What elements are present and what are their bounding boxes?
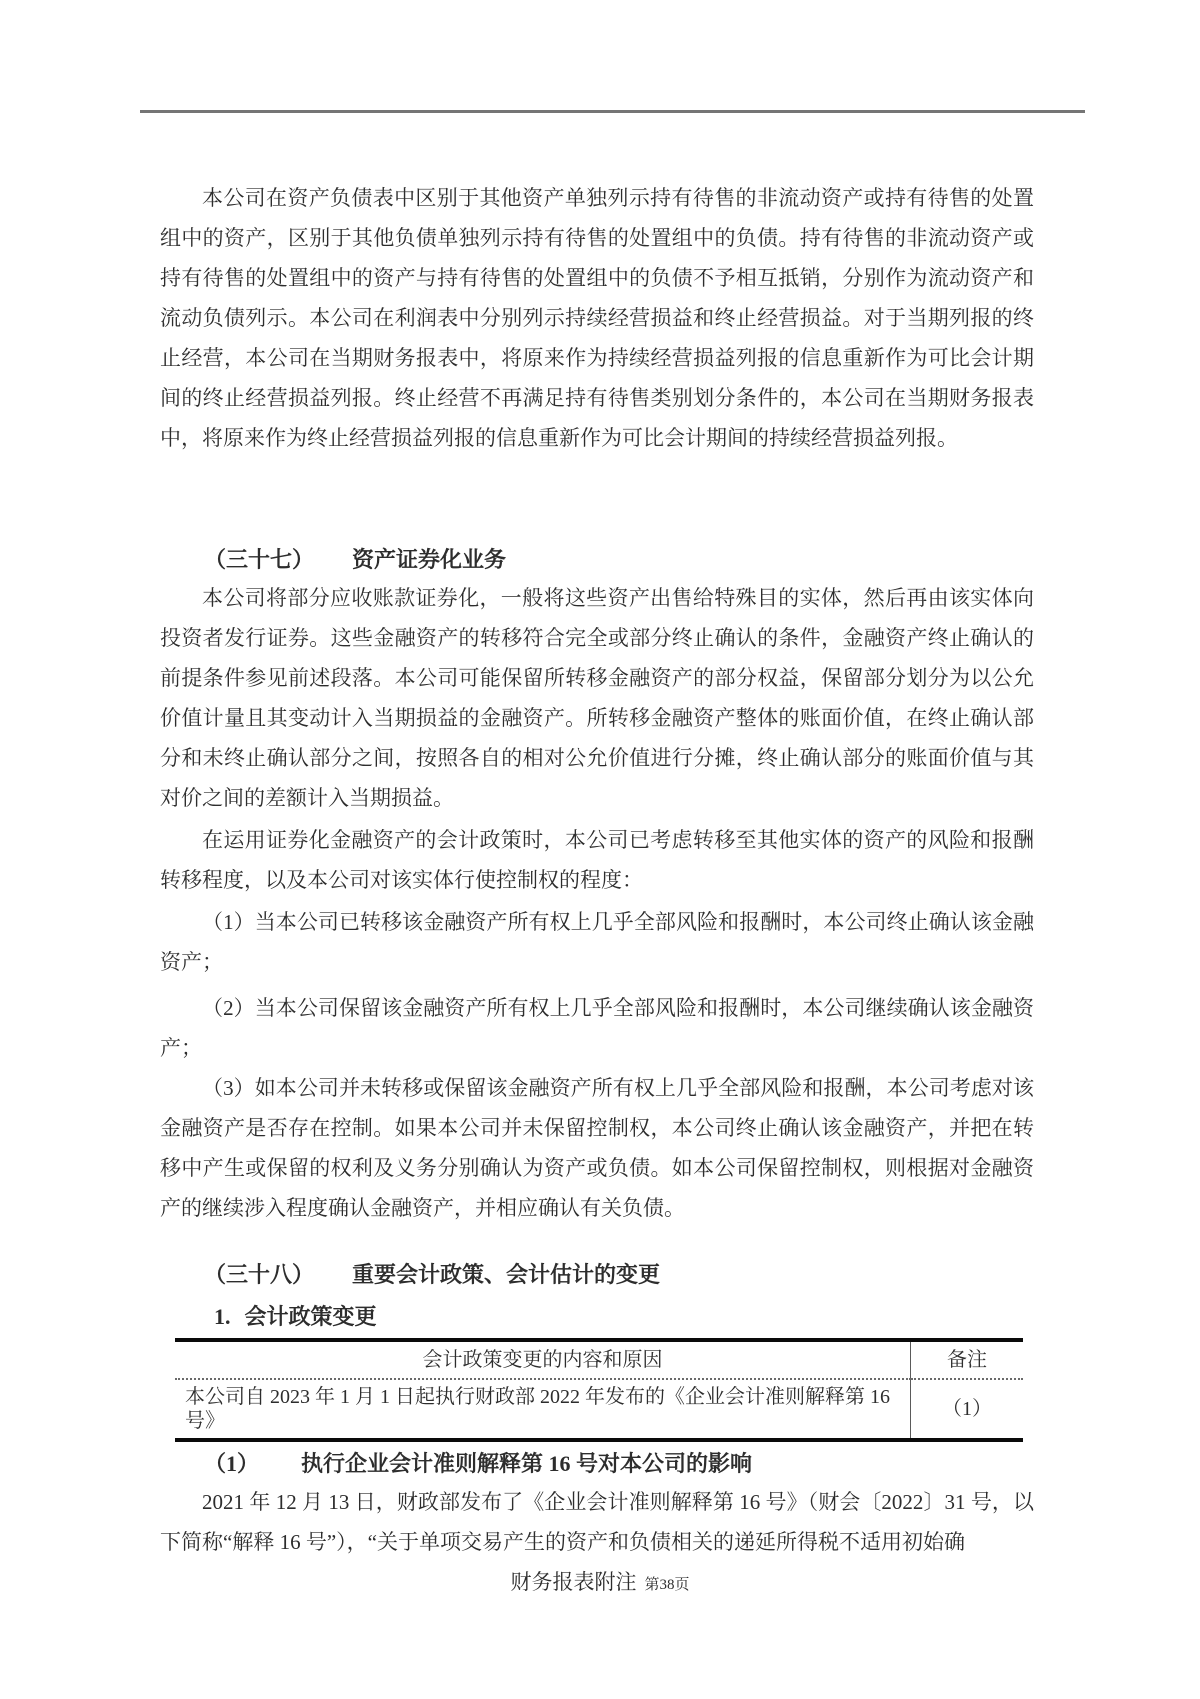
section-38-title: 重要会计政策、会计估计的变更 xyxy=(352,1262,661,1287)
section-37-title: 资产证券化业务 xyxy=(352,547,507,572)
section-37-item-1: （1）当本公司已转移该金融资产所有权上几乎全部风险和报酬时，本公司终止确认该金融资产； xyxy=(160,910,1034,974)
note-1-paragraph: 2021 年 12 月 13 日，财政部发布了《企业会计准则解释第 16 号》（财会〔2022〕31 号，以下简称“解释 16 号”），“关于单项交易产生的资产和负债相关的递延所得税不适用初始确 xyxy=(160,1490,1034,1554)
subsection-1-title: 会计政策变更 xyxy=(244,1304,377,1329)
section-37-paragraph-1: 本公司将部分应收账款证券化，一般将这些资产出售给特殊目的实体，然后再由该实体向投资者发行证券。这些金融资产的转移符合完全或部分终止确认的条件，金融资产终止确认的前提条件参见前述段落。本公司可能保留所转移金融资产的部分权益，保留部分划分为以公允价值计量且其变动计入当期损益的金融资产。所转移金融资产整体的账面价值，在终止确认部分和未终止确认部分之间，按照各自的相对公允价值进行分摊，终止确认部分的账面价值与其对价之间的差额计入当期损益。 xyxy=(160,586,1034,810)
intro-paragraph: 本公司在资产负债表中区别于其他资产单独列示持有待售的非流动资产或持有待售的处置组中的资产，区别于其他负债单独列示持有待售的处置组中的负债。持有待售的非流动资产或持有待售的处置组中的资产与持有待售的处置组中的负债不予相互抵销，分别作为流动资产和流动负债列示。本公司在利润表中分别列示持续经营损益和终止经营损益。对于当期列报的终止经营，本公司在当期财务报表中，将原来作为持续经营损益列报的信息重新作为可比会计期间的终止经营损益列报。终止经营不再满足持有待售类别划分条件的，本公司在当期财务报表中，将原来作为终止经营损益列报的信息重新作为可比会计期间的持续经营损益列报。 xyxy=(160,186,1034,450)
footer-label: 财务报表附注 xyxy=(510,1570,637,1594)
table-header-note: 备注 xyxy=(911,1340,1024,1379)
section-38-heading xyxy=(160,1255,660,1295)
section-37-number: （三十七） xyxy=(204,547,315,572)
table-row xyxy=(175,1379,1023,1440)
table-cell-content: 本公司自 2023 年 1 月 1 日起执行财政部 2022 年发布的《企业会计准则解释第 16 号》 xyxy=(185,1386,890,1432)
section-38-number: （三十八） xyxy=(204,1262,315,1287)
section-37-item-3: （3）如本公司并未转移或保留该金融资产所有权上几乎全部风险和报酬，本公司考虑对该金融资产是否存在控制。如果本公司并未保留控制权，本公司终止确认该金融资产，并把在转移中产生或保留的权利及义务分别确认为资产或负债。如本公司保留控制权，则根据对金融资产的继续涉入程度确认金融资产，并相应确认有关负债。 xyxy=(160,1076,1034,1220)
section-37-item-2: （2）当本公司保留该金融资产所有权上几乎全部风险和报酬时，本公司继续确认该金融资产； xyxy=(160,996,1034,1060)
section-37-heading xyxy=(160,540,506,580)
policy-change-table xyxy=(175,1338,1023,1442)
table-cell-note: （1） xyxy=(911,1379,1024,1440)
note-1-heading xyxy=(160,1444,752,1484)
table-header-content: 会计政策变更的内容和原因 xyxy=(175,1340,911,1379)
note-1-number: （1） xyxy=(204,1451,260,1476)
section-37-paragraph-2: 在运用证券化金融资产的会计政策时，本公司已考虑转移至其他实体的资产的风险和报酬转移程度，以及本公司对该实体行使控制权的程度： xyxy=(160,828,1034,892)
table-header-row xyxy=(175,1340,1023,1379)
subsection-1-heading xyxy=(160,1297,377,1337)
page-footer xyxy=(0,1566,1200,1596)
subsection-1-number: 1. xyxy=(214,1304,231,1329)
header-rule xyxy=(140,110,1085,113)
note-1-title: 执行企业会计准则解释第 16 号对本公司的影响 xyxy=(301,1451,753,1476)
footer-page-number: 第38页 xyxy=(644,1577,690,1593)
